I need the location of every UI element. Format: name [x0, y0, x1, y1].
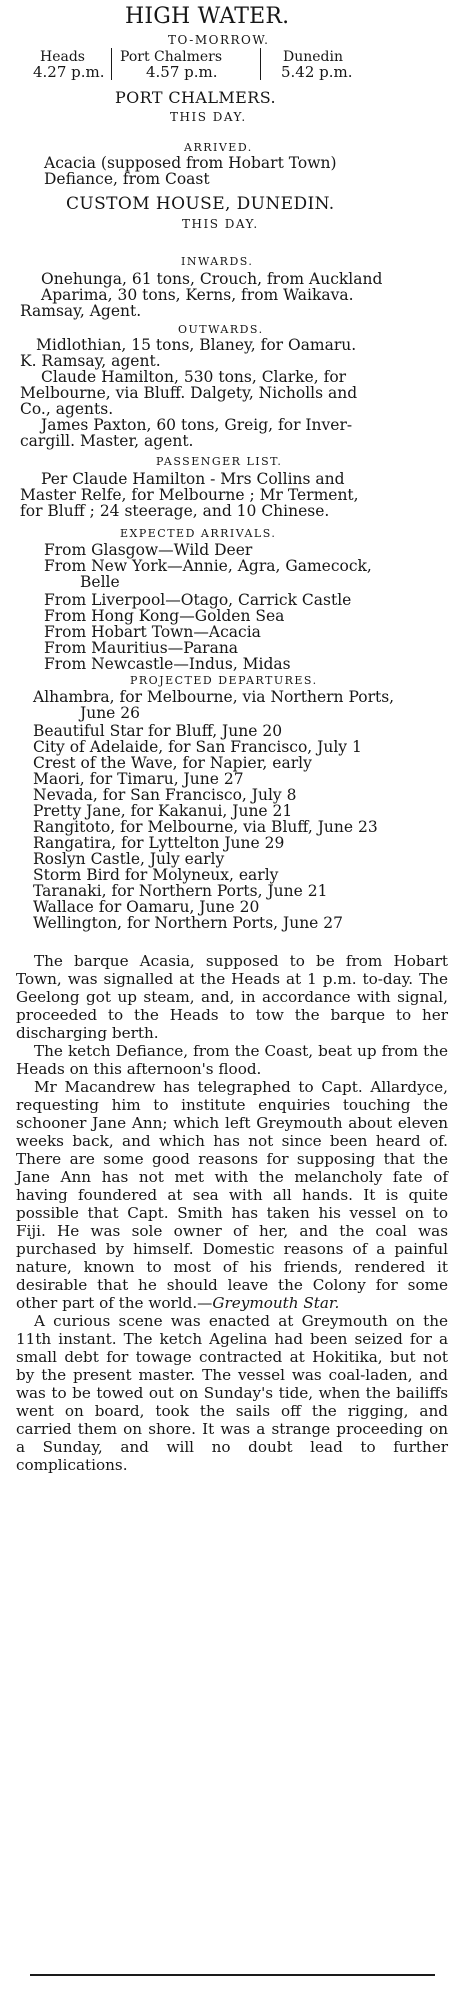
port-chalmers-label: Port Chalmers — [120, 49, 223, 65]
inwards-line: Onehunga, 61 tons, Crouch, from Auckland — [41, 270, 383, 288]
outwards-line: Melbourne, via Bluff. Dalgety, Nicholls and — [20, 384, 358, 402]
departure-line: Crest of the Wave, for Napier, early — [33, 754, 312, 772]
high-water-title: HIGH WATER. — [125, 4, 290, 29]
departure-line: Wellington, for Northern Ports, June 27 — [33, 914, 344, 932]
shipping-news — [16, 952, 448, 1474]
arrived-line: Acacia (supposed from Hobart Town) — [44, 154, 337, 172]
news-source: Greymouth Star. — [212, 1294, 340, 1312]
outwards-line: James Paxton, 60 tons, Greig, for Inver- — [41, 416, 353, 434]
outwards-line: Co., agents. — [20, 400, 114, 418]
arrival-line: From Liverpool—Otago, Carrick Castle — [44, 591, 352, 609]
outwards-line: Claude Hamilton, 530 tons, Clarke, for — [41, 368, 347, 386]
arrival-line: From New York—Annie, Agra, Gamecock, — [44, 557, 372, 575]
dunedin-time: 5.42 p.m. — [281, 63, 353, 81]
projected-departures-heading: PROJECTED DEPARTURES. — [130, 674, 318, 687]
column-divider — [111, 48, 112, 80]
inwards-heading: INWARDS. — [181, 255, 254, 268]
heads-label: Heads — [40, 49, 85, 65]
arrival-line: From Newcastle—Indus, Midas — [44, 655, 291, 673]
news-paragraph: The barque Acasia, supposed to be from Hobart Town, was signalled at the Heads at 1 p.m. to-day. The Geelong got up steam, and, in accordance with signal, proceeded to the Heads to tow the barque to her discharging berth. — [16, 952, 448, 1042]
outwards-heading: OUTWARDS. — [178, 323, 264, 336]
inwards-line: Ramsay, Agent. — [20, 302, 142, 320]
arrival-line: From Hobart Town—Acacia — [44, 623, 261, 641]
departure-line: Roslyn Castle, July early — [33, 850, 225, 868]
arrived-line: Defiance, from Coast — [44, 170, 210, 188]
departure-line: Alhambra, for Melbourne, via Northern Ports, — [33, 688, 395, 706]
passenger-line: Master Relfe, for Melbourne ; Mr Terment, — [20, 486, 359, 504]
departure-line: Nevada, for San Francisco, July 8 — [33, 786, 297, 804]
outwards-line: K. Ramsay, agent. — [20, 352, 161, 370]
departure-line: Wallace for Oamaru, June 20 — [33, 898, 260, 916]
inwards-line: Aparima, 30 tons, Kerns, from Waikava. — [41, 286, 354, 304]
dunedin-label: Dunedin — [283, 49, 343, 65]
column-divider — [260, 48, 261, 80]
outwards-line: cargill. Master, agent. — [20, 432, 194, 450]
arrival-line: From Glasgow—Wild Deer — [44, 541, 253, 559]
departure-line: Rangitoto, for Melbourne, via Bluff, June 23 — [33, 818, 378, 836]
heads-time: 4.27 p.m. — [33, 63, 105, 81]
passenger-list-heading: PASSENGER LIST. — [156, 455, 283, 468]
news-paragraph-text: Mr Macandrew has telegraphed to Capt. Allardyce, requesting him to institute enquiries touching the schooner Jane Ann; which left Greymouth about eleven weeks back, and which has not since been heard of. There are some good reasons for supposing that the Jane Ann has not met with the melancholy fate of having foundered at sea with all hands. It is quite possible that Capt. Smith has taken his vessel on to Fiji. He was sole owner of her, and the coal was purchased by himself. Domestic reasons of a painful nature, known to most of his friends, rendered it desirable that he should leave the Colony for some other part of the world.— — [16, 1078, 448, 1312]
departure-line: Taranaki, for Northern Ports, June 21 — [33, 882, 328, 900]
departure-line: City of Adelaide, for San Francisco, July 1 — [33, 738, 362, 756]
news-paragraph: A curious scene was enacted at Greymouth on the 11th instant. The ketch Agelina had been seized for a small debt for towage contracted at Hokitika, but not by the present master. The vessel was coal-laden, and was to be towed out on Sunday's tide, when the bailiffs went on board, took the sails off the rigging, and carried them on shore. It was a strange proceeding on a Sunday, and will no doubt lead to further complications. — [16, 1312, 448, 1474]
custom-house-subtitle: THIS DAY. — [182, 217, 259, 231]
port-chalmers-title: PORT CHALMERS. — [115, 88, 276, 107]
departure-line: Storm Bird for Molyneux, early — [33, 866, 279, 884]
bottom-rule — [30, 1974, 435, 1976]
arrival-line: From Mauritius—Parana — [44, 639, 239, 657]
departure-line: Beautiful Star for Bluff, June 20 — [33, 722, 283, 740]
departure-line: Pretty Jane, for Kakanui, June 21 — [33, 802, 293, 820]
departure-line: June 26 — [80, 704, 141, 722]
passenger-line: for Bluff ; 24 steerage, and 10 Chinese. — [20, 502, 330, 520]
arrived-heading: ARRIVED. — [184, 141, 253, 154]
high-water-subtitle: TO-MORROW. — [168, 33, 270, 47]
outwards-line: Midlothian, 15 tons, Blaney, for Oamaru. — [36, 336, 357, 354]
expected-arrivals-heading: EXPECTED ARRIVALS. — [120, 527, 277, 540]
custom-house-title: CUSTOM HOUSE, DUNEDIN. — [66, 194, 335, 214]
passenger-line: Per Claude Hamilton - Mrs Collins and — [41, 470, 345, 488]
news-paragraph — [16, 1078, 448, 1312]
news-paragraph: The ketch Defiance, from the Coast, beat up from the Heads on this afternoon's flood. — [16, 1042, 448, 1078]
port-chalmers-time: 4.57 p.m. — [146, 63, 218, 81]
port-chalmers-subtitle: THIS DAY. — [170, 110, 247, 124]
arrival-line: From Hong Kong—Golden Sea — [44, 607, 285, 625]
departure-line: Maori, for Timaru, June 27 — [33, 770, 244, 788]
departure-line: Rangatira, for Lyttelton June 29 — [33, 834, 285, 852]
arrival-line: Belle — [80, 573, 120, 591]
